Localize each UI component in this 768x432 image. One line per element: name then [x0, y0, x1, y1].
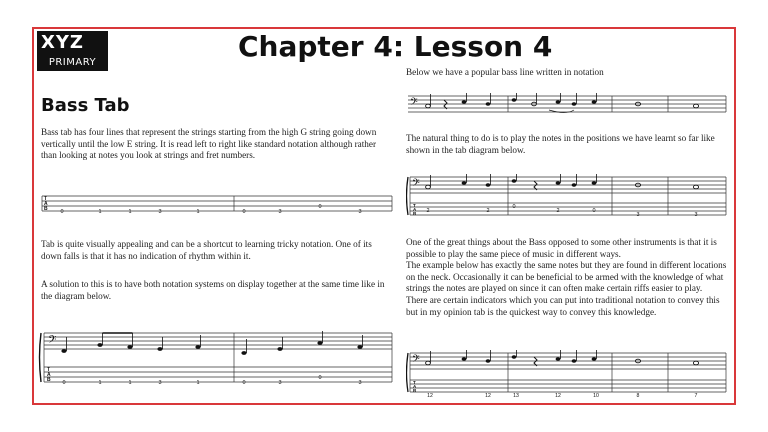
tab-letter: A [44, 201, 48, 207]
tab-fret: 0 [60, 209, 64, 215]
notation-tab-staff-1 [38, 329, 394, 389]
tab-fret: 3 [278, 209, 282, 215]
bass-clef-icon: 𝄢 [412, 353, 420, 367]
bass-clef-icon: 𝄢 [48, 334, 57, 349]
tab-fret: 7 [694, 393, 698, 399]
logo [37, 31, 108, 71]
tab-fret: 10 [593, 393, 599, 399]
tab-fret: 1 [98, 380, 102, 386]
tab-fret: 3 [158, 209, 162, 215]
section-heading: Bass Tab [41, 95, 130, 116]
tab-fret: 12 [427, 393, 433, 399]
tab-fret: 2 [426, 208, 430, 214]
tab-staff-1 [38, 191, 394, 217]
right-paragraph-2: One of the great things about the Bass opposed to some other instruments is that it is possible to play the same piece of music in different ways. The example below has exactly the same notes but they are found in different locations on the neck. Occasionally it can be beneficial to be armed with the knowledge of what strings the notes are played on since it can often make certain riffs easier to play. There are certain indicators which you can put into traditional notation to convey this but in my opinion tab is the quickest way to convey this knowledge. [406, 237, 727, 317]
notation-tab-staff-2 [406, 174, 728, 220]
tab-fret: 0 [242, 209, 246, 215]
right-paragraph-1: The natural thing to do is to play the notes in the positions we have learnt so far like shown in the tab diagram below. [406, 133, 715, 155]
notation-staff-1 [406, 93, 728, 115]
tab-fret: 12 [555, 393, 561, 399]
tab-fret: 0 [512, 204, 516, 210]
tab-letter: B [47, 377, 51, 383]
tab-letter: A [47, 372, 51, 378]
logo-mark: XYZ [41, 32, 84, 53]
tab-fret: 8 [636, 393, 640, 399]
tab-letter: A [413, 207, 417, 212]
left-paragraph-2: Tab is quite visually appealing and can be a shortcut to learning tricky notation. One of its down falls is that it has no indication of rhythm within it. [41, 239, 372, 261]
tab-fret: 3 [358, 209, 362, 215]
left-paragraph-3: A solution to this is to have both notation systems on display together at the same time like in the diagram below. [41, 279, 385, 301]
tab-fret: 1 [196, 380, 200, 386]
tab-fret: 3 [636, 212, 640, 218]
bass-clef-icon: 𝄢 [412, 177, 420, 191]
tab-letter: T [413, 380, 416, 385]
tab-fret: 0 [592, 208, 596, 214]
tab-fret: 1 [98, 209, 102, 215]
tab-letter: A [413, 384, 417, 389]
tab-letter: T [413, 203, 416, 208]
tab-fret: 3 [358, 380, 362, 386]
tab-fret: 1 [196, 209, 200, 215]
tab-fret: 3 [158, 380, 162, 386]
notation-tab-staff-3 [406, 350, 728, 400]
tab-letter: B [413, 211, 417, 216]
left-paragraph-1: Bass tab has four lines that represent the strings starting from the high G string going down vertically until the low E string. It is read left to right like standard notation although rather than looking at notes you look at strings and fret numbers. [41, 127, 377, 161]
tab-fret: 2 [556, 208, 560, 214]
logo-word: PRIMARY [48, 57, 97, 68]
page-title: Chapter 4: Lesson 4 [238, 30, 553, 63]
tab-letter: B [413, 388, 417, 393]
tab-fret: 1 [128, 209, 132, 215]
tab-fret: 2 [486, 208, 490, 214]
tab-fret: 3 [278, 380, 282, 386]
bass-clef-icon: 𝄢 [410, 96, 418, 110]
right-intro: Below we have a popular bass line written in notation [406, 67, 604, 77]
tab-letter: T [47, 367, 51, 373]
tab-fret: 3 [694, 212, 698, 218]
tab-fret: 13 [513, 393, 519, 399]
tab-fret: 12 [485, 393, 491, 399]
tab-letter: B [44, 206, 48, 212]
tab-fret: 1 [128, 380, 132, 386]
tab-fret: 0 [242, 380, 246, 386]
tab-fret: 0 [318, 375, 322, 381]
tab-fret: 0 [62, 380, 66, 386]
tab-fret: 0 [318, 204, 322, 210]
tab-letter: T [44, 196, 48, 202]
